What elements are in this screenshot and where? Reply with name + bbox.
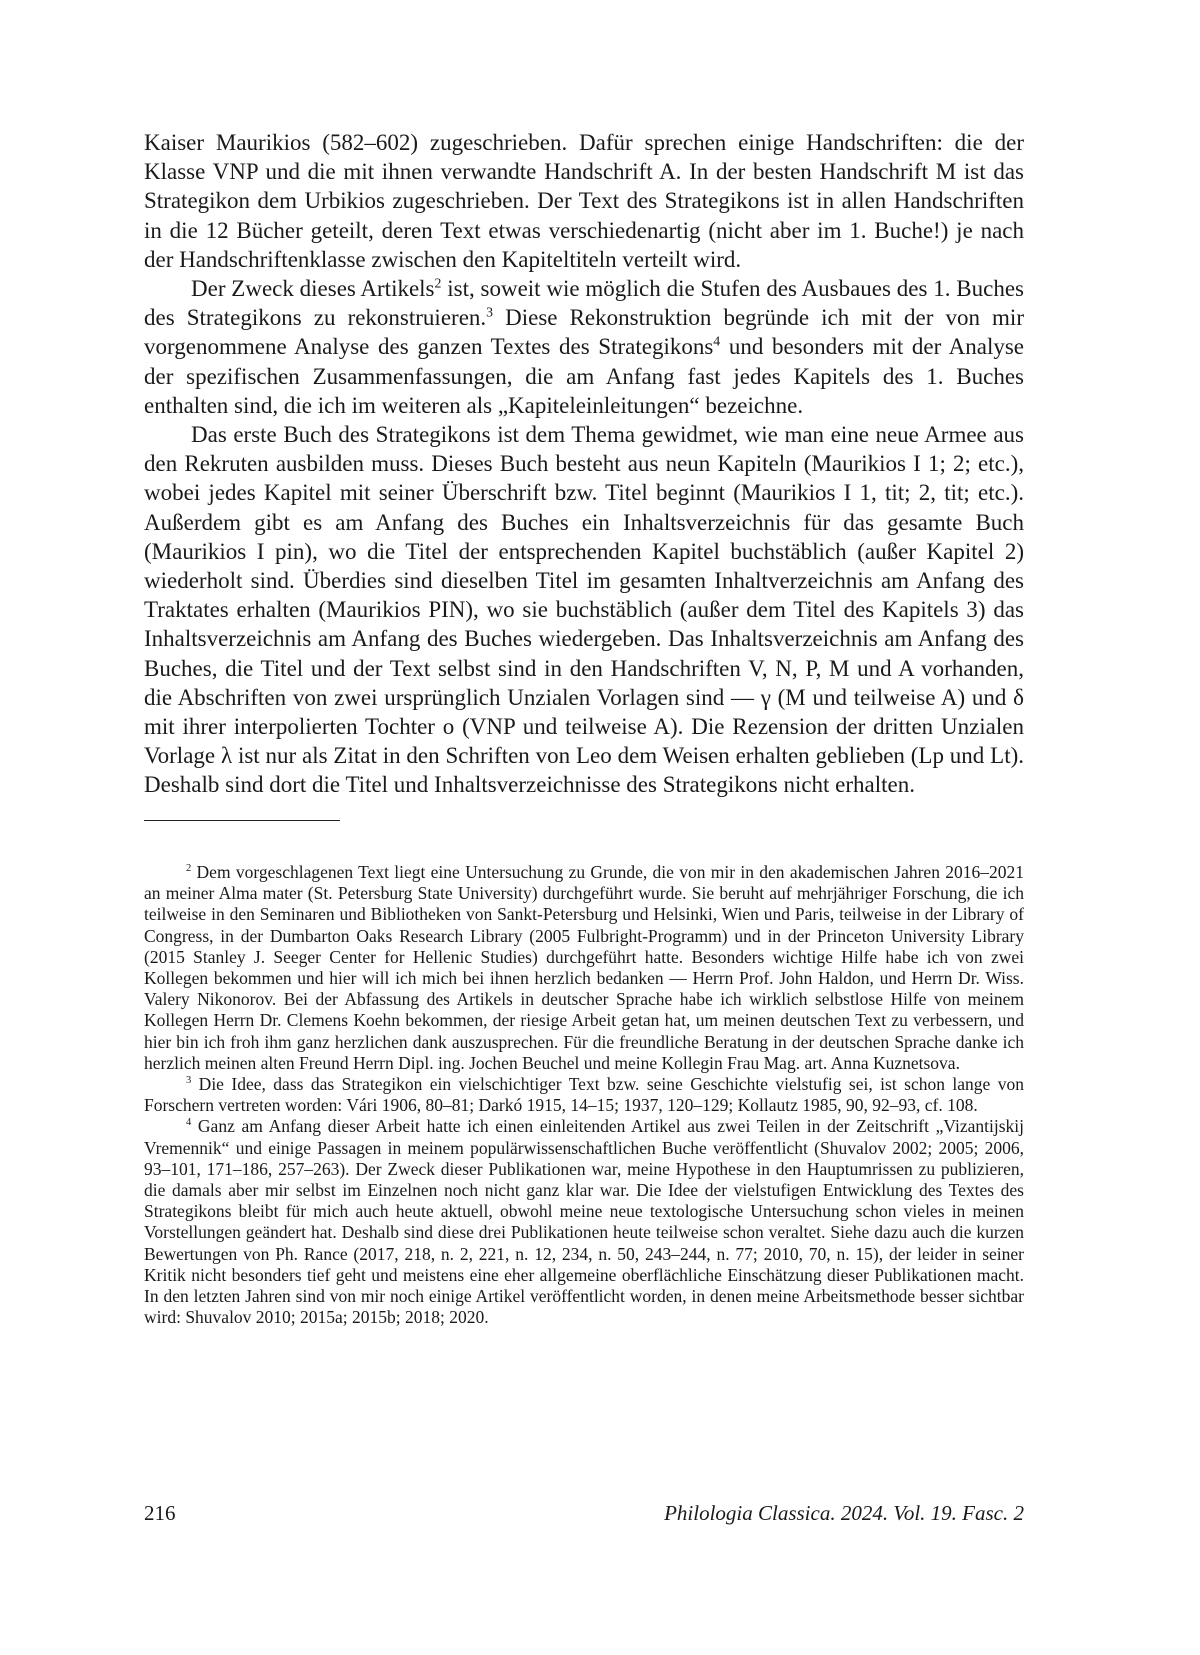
paragraph-text: und besonders mit der Analyse der spezifischen Zusammenfassungen, die am Anfang fast jedes Kapitels des 1. Buches enthalten sind, die ich im weiteren als „Kapiteleinleitungen“ bezeichne. <box>144 334 1024 418</box>
paragraph-text: ist, soweit wie möglich die Stufen des Ausbaues des 1. Buches des Strategikons zu rekonstruieren. <box>144 276 1024 331</box>
footnote-text: Die Idee, dass das Strategikon ein vielschichtiger Text bzw. seine Geschichte vielstufig sei, ist schon lange von Forschern vertreten worden: Vári 1906, 80–81; Darkó 1915, 14–15; 1937, 120–129; Kollautz 1985, 90, 92–93, cf. 108. <box>144 1074 1024 1116</box>
footnote-text: Ganz am Anfang dieser Arbeit hatte ich einen einleitenden Artikel aus zwei Teilen in der Zeitschrift „Vizantijskij Vremennik“ und einige Passagen in meinem populärwissenschaftlichen Buche veröffentlicht (Shuvalov 2002; 2005; 2006, 93–101, 171–186, 257–263). Der Zweck dieser Publikationen war, meine Hypothese in den Hauptumrissen zu publizieren, die damals aber mir selbst im Einzelnen noch nicht ganz klar war. Die Idee der vielstufigen Entwicklung des Textes des Strategikons bleibt für mich auch heute aktuell, obwohl meine neue textologische Untersuchung schon vieles in meinen Vorstellungen geändert hat. Deshalb sind diese drei Publikationen heute teilweise schon veraltet. Siehe dazu auch die kurzen Bewertungen von Ph. Rance (2017, 218, n. 2, 221, n. 12, 234, n. 50, 243–244, n. 77; 2010, 70, n. 15), der leider in seiner Kritik nicht besonders tief geht und meistens eine eher allgemeine oberflächliche Einschätzung dieser Publikationen macht. In den letzten Jahren sind von mir noch einige Artikel veröffentlicht worden, in denen meine Arbeitsmethode besser sichtbar wird: Shuvalov 2010; 2015a; 2015b; 2018; 2020. <box>144 1116 1024 1328</box>
paragraph-3 <box>144 420 1024 800</box>
footnote-ref-3[interactable]: 3 <box>486 304 494 320</box>
footnotes <box>144 862 1024 1328</box>
journal-citation: Philologia Classica. 2024. Vol. 19. Fasc. 2 <box>664 1501 1024 1525</box>
footnote-text: Dem vorgeschlagenen Text liegt eine Untersuchung zu Grunde, die von mir in den akademischen Jahren 2016–2021 an meiner Alma mater (St. Petersburg State University) durchgeführt wurde. Sie beruht auf mehrjähriger Forschung, die ich teilweise in den Seminaren und Bibliotheken von Sankt-Petersburg und Helsinki, Wien und Paris, teilweise in der Library of Congress, in der Dumbarton Oaks Research Library (2005 Fulbright-Programm) und in der Princeton University Library (2015 Stanley J. Seeger Center for Hellenic Studies) durchgeführt hatte. Besonders wichtige Hilfe habe ich von zwei Kollegen bekommen und hier will ich mich bei ihnen herzlich bedanken — Herrn Prof. John Haldon, und Herrn Dr. Wiss. Valery Nikonorov. Bei der Abfassung des Artikels in deutscher Sprache habe ich wirklich selbstlose Hilfe von meinem Kollegen Herrn Dr. Clemens Koehn bekommen, der riesige Arbeit getan hat, um meinen deutschen Text zu verbessern, und hier bin ich froh ihm ganz herzlichen dank auszusprechen. Für die freundliche Beratung in der deutschen Sprache danke ich herzlich meinen alten Freund Herrn Dipl. ing. Jochen Beuchel und meine Kollegin Frau Mag. art. Anna Kuznetsova. <box>144 862 1024 1073</box>
paragraph-text: Kaiser Maurikios (582–602) zugeschrieben. Dafür sprechen einige Handschriften: die der Klasse VNP und die mit ihnen verwandte Handschrift A. In der besten Handschrift M ist das Strategikon dem Urbikios zugeschrieben. Der Text des Strategikons ist in allen Handschriften in die 12 Bücher geteilt, deren Text etwas verschiedenartig (nicht aber im 1. Buche!) je nach der Handschriftenklasse zwischen den Kapiteltiteln verteilt wird. <box>144 130 1024 272</box>
paragraph-text: Diese Rekonstruktion begründe ich mit der von mir vorgenommene Analyse des ganzen Textes des Strategikons <box>144 305 1024 360</box>
paragraph-2 <box>144 274 1024 420</box>
footnote-number: 3 <box>186 1075 192 1087</box>
paragraph-text: Das erste Buch des Strategikons ist dem Thema gewidmet, wie man eine neue Armee aus den Rekruten ausbilden muss. Dieses Buch besteht aus neun Kapiteln (Maurikios I 1; 2; etc.), wobei jedes Kapitel mit seiner Überschrift bzw. Titel beginnt (Maurikios I 1, tit; 2, tit; etc.). Außerdem gibt es am Anfang des Buches ein Inhaltsverzeichnis für das gesamte Buch (Maurikios I pin), wo die Titel der entsprechenden Kapitel buchstäblich (außer Kapitel 2) wiederholt sind. Überdies sind dieselben Titel im gesamten Inhaltverzeichnis am Anfang des Traktates erhalten (Maurikios PIN), wo sie buchstäblich (außer dem Titel des Kapitels 3) das Inhaltsverzeichnis am Anfang des Buches wiedergeben. Das Inhaltsverzeichnis am Anfang des Buches, die Titel und der Text selbst sind in den Handschriften V, N, P, M und A vorhanden, die Abschriften von zwei ursprünglich Unzialen Vorlagen sind — γ (M und teilweise A) und δ mit ihrer interpolierten Tochter o (VNP und teilweise A). Die Rezension der dritten Unzialen Vorlage λ ist nur als Zitat in den Schriften von Leo dem Weisen erhalten geblieben (Lp und Lt). Deshalb sind dort die Titel und Inhaltsverzeichnisse des Strategikons nicht erhalten. <box>144 422 1024 798</box>
footnote-ref-4[interactable]: 4 <box>713 333 721 349</box>
page-number: 216 <box>144 1501 176 1525</box>
footnote-separator <box>144 820 340 821</box>
footnote-number: 2 <box>186 863 192 875</box>
footnote-4 <box>144 1116 1024 1328</box>
footnote-2 <box>144 862 1024 1074</box>
footnote-number: 4 <box>186 1117 192 1129</box>
paragraph-1 <box>144 128 1024 274</box>
paragraph-text: Der Zweck dieses Artikels <box>191 276 435 302</box>
main-text <box>144 128 1024 800</box>
footnote-ref-2[interactable]: 2 <box>434 275 442 291</box>
footnote-3 <box>144 1074 1024 1116</box>
